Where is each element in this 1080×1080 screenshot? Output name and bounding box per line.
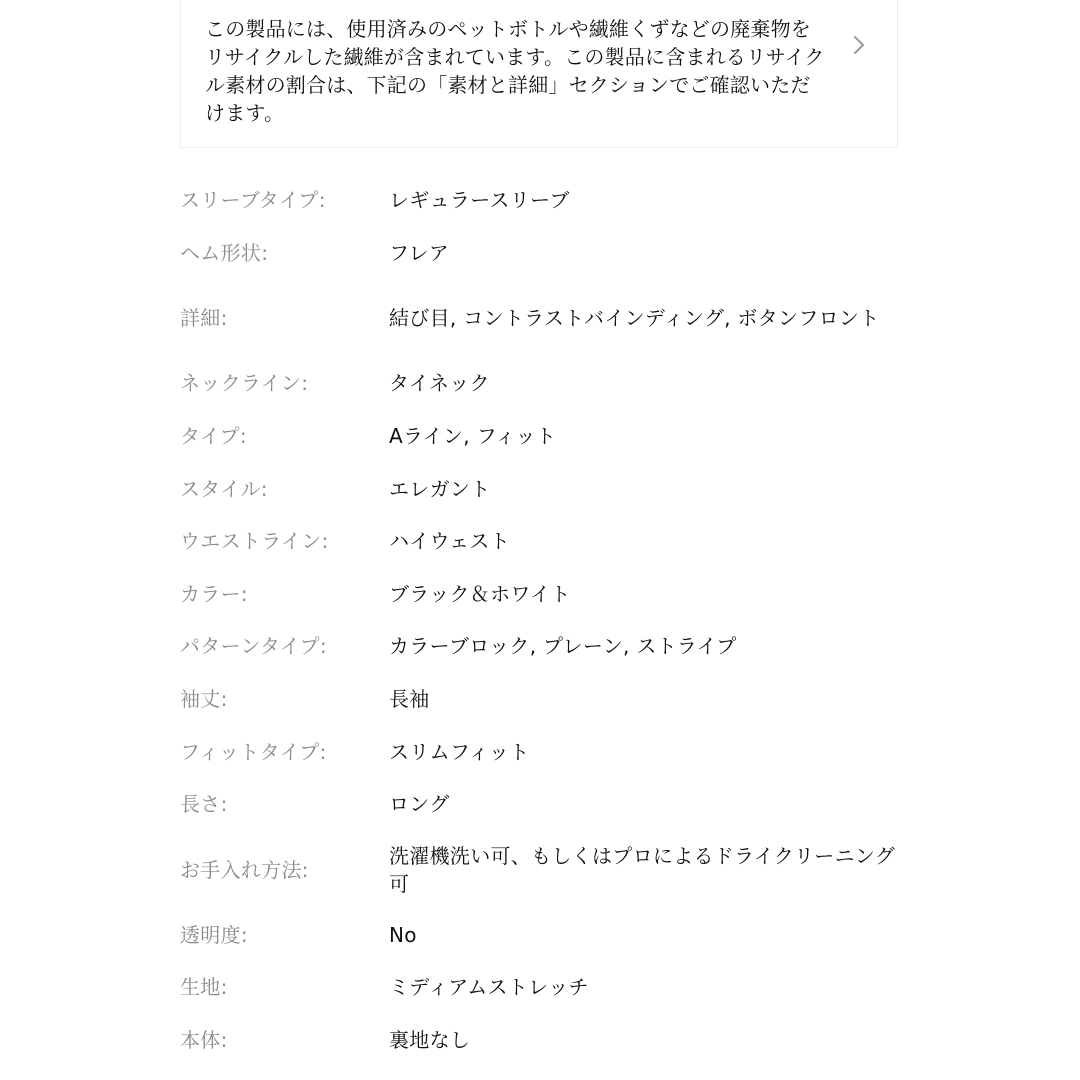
spec-label: ウエストライン: (180, 529, 329, 554)
spec-value: No (389, 922, 417, 947)
spec-value: ハイウェスト (389, 529, 510, 554)
spec-value: カラーブロック, プレーン, ストライプ (389, 634, 737, 659)
product-specs-list (180, 174, 900, 1066)
spec-value: フレア (389, 240, 450, 265)
spec-label: 透明度: (180, 922, 248, 947)
spec-value: スリムフィット (389, 739, 530, 764)
spec-label: タイプ: (180, 424, 247, 449)
spec-value: Aライン, フィット (389, 424, 557, 449)
spec-label: スリーブタイプ: (180, 188, 326, 213)
spec-row-waistline (180, 515, 900, 568)
spec-row-neckline (180, 357, 900, 410)
spec-value: レギュラースリーブ (389, 188, 570, 213)
spec-label: 長さ: (180, 792, 228, 817)
spec-label: ヘム形状: (180, 240, 269, 265)
spec-value: ミディアムストレッチ (389, 975, 589, 1000)
spec-label: 袖丈: (180, 687, 228, 712)
recycled-material-notice[interactable] (180, 0, 898, 148)
spec-row-length (180, 778, 900, 831)
spec-row-style (180, 462, 900, 515)
notice-text: この製品には、使用済みのペットボトルや繊維くずなどの廃棄物をリサイクルした繊維が含まれています。この製品に含まれるリサイクル素材の割合は、下記の「素材と詳細」セクションでご確認いただけます。 (205, 17, 825, 125)
spec-row-sleeve-length (180, 673, 900, 726)
chevron-right-icon (847, 33, 871, 57)
spec-label: 生地: (180, 975, 228, 1000)
spec-label: カラー: (180, 581, 248, 606)
spec-row-sleeve-type (180, 174, 900, 227)
spec-value: 洗濯機洗い可、もしくはプロによるドライクリーニング可 (389, 843, 896, 896)
spec-value: 長袖 (389, 687, 430, 712)
spec-label: 本体: (180, 1028, 228, 1053)
spec-row-type (180, 410, 900, 463)
spec-row-hem-shape (180, 227, 900, 280)
spec-row-body-lining (180, 1014, 900, 1067)
spec-value: 結び目, コントラストバインディング, ボタンフロント (389, 306, 880, 331)
spec-label: フィットタイプ: (180, 739, 327, 764)
spec-row-pattern-type (180, 620, 900, 673)
spec-value: ロング (389, 792, 450, 817)
spec-value: ブラック＆ホワイト (389, 581, 571, 606)
spec-row-care-instructions (180, 831, 900, 909)
spec-label: パターンタイプ: (180, 634, 327, 659)
spec-row-color (180, 568, 900, 621)
spec-value: 裏地なし (389, 1028, 471, 1053)
spec-row-sheer (180, 909, 900, 962)
spec-label: ネックライン: (180, 371, 309, 396)
spec-row-fabric (180, 961, 900, 1014)
spec-value: エレガント (389, 476, 491, 501)
spec-value: タイネック (389, 371, 490, 396)
spec-label: スタイル: (180, 476, 268, 501)
spec-row-details (180, 279, 900, 357)
spec-row-fit-type (180, 725, 900, 778)
spec-label: お手入れ方法: (180, 857, 309, 882)
spec-label: 詳細: (180, 306, 228, 331)
